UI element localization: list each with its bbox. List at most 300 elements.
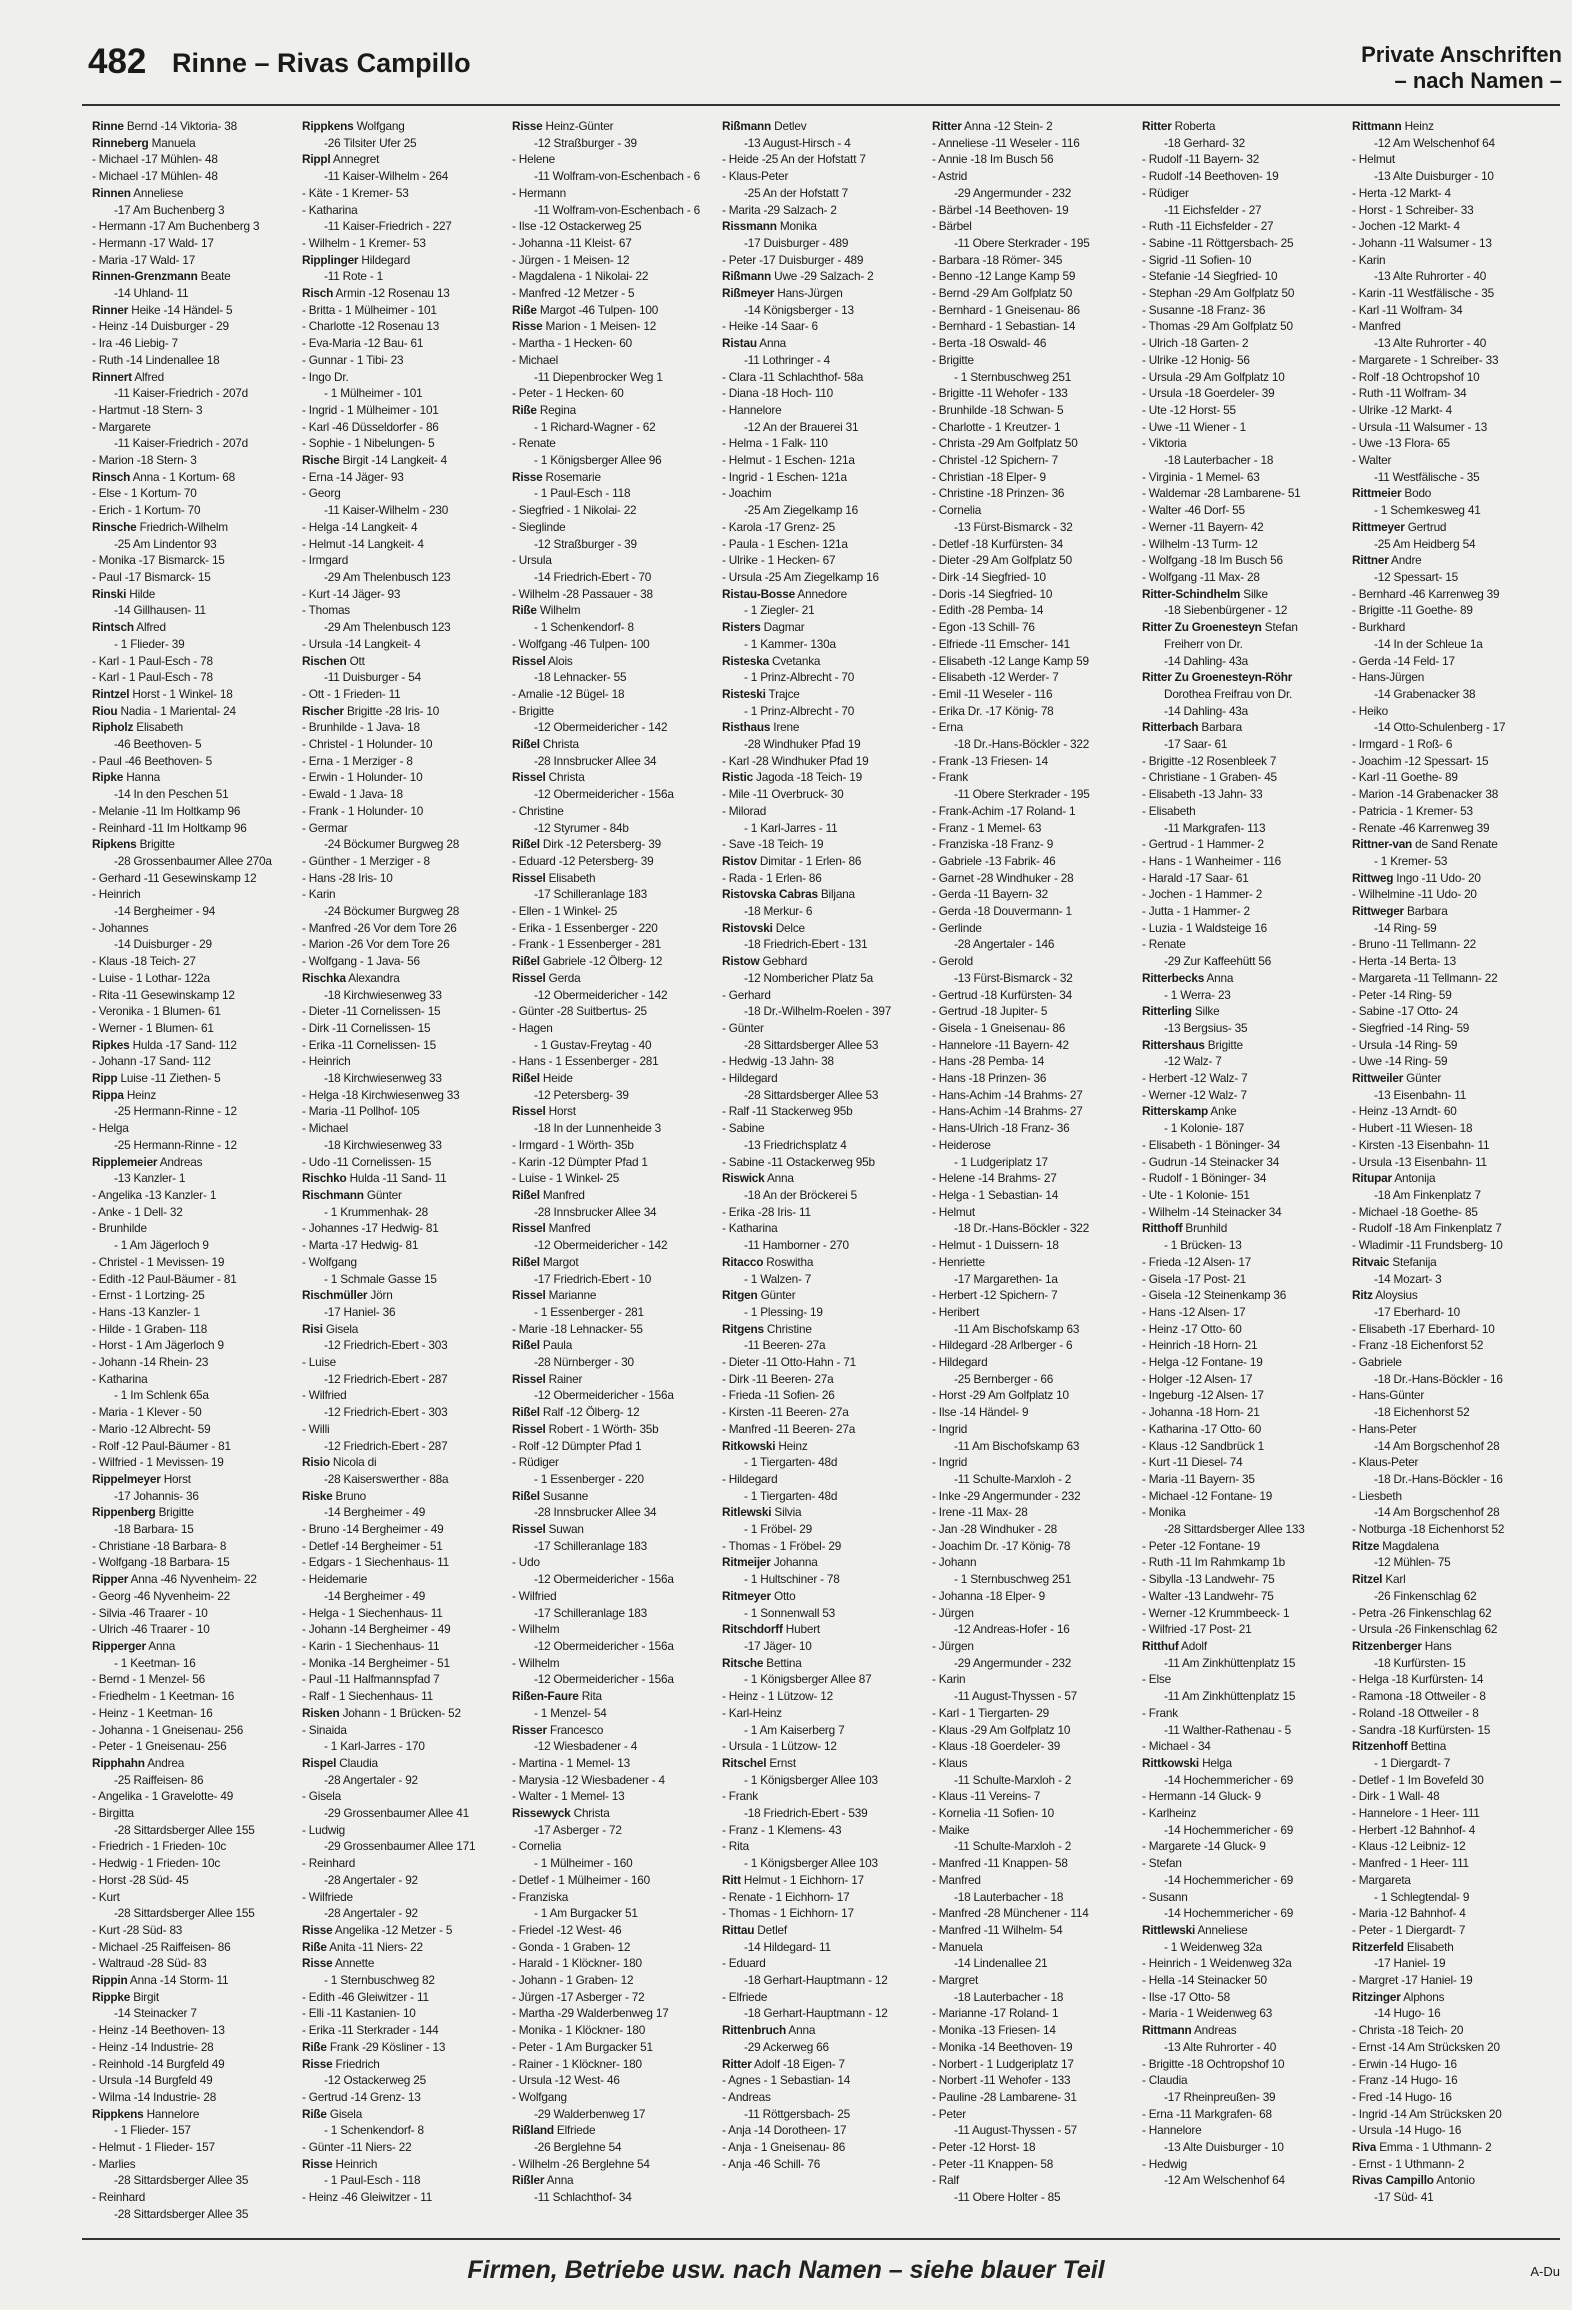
directory-entry: - Cornelia — [932, 503, 982, 518]
directory-entry: Ritthuf Adolf — [1142, 1638, 1207, 1653]
directory-entry: - Hildegard — [722, 1071, 778, 1086]
directory-entry: Riße Frank -29 Kösliner - 13 — [302, 2039, 446, 2054]
directory-entry: - Wilhelmine -11 Udo- 20 — [1352, 887, 1477, 902]
directory-entry: - Ingrid - 1 Eschen- 121a — [722, 469, 847, 484]
directory-entry: -12 Straßburger - 39 — [534, 135, 637, 150]
directory-entry: - Käte - 1 Kremer- 53 — [302, 185, 409, 200]
directory-entry: - Sabine — [722, 1121, 765, 1136]
directory-entry: - Helga - 1 Siechenhaus- 11 — [302, 1605, 443, 1620]
directory-entry: - Karl -11 Wolfram- 34 — [1352, 302, 1463, 317]
directory-entry: Ritkowski Heinz — [722, 1438, 808, 1453]
directory-entry: -18 Friedrich-Ebert - 131 — [744, 937, 868, 952]
directory-entry: - Frank — [722, 1789, 758, 1804]
directory-entry: - Benno -12 Lange Kamp 59 — [932, 269, 1076, 284]
directory-entry: Ritgens Christine — [722, 1321, 812, 1336]
directory-entry: -29 Ackerweg 66 — [744, 2039, 829, 2054]
directory-entry: - Marion -14 Grabenacker 38 — [1352, 787, 1499, 802]
directory-entry: - Klaus -12 Leibniz- 12 — [1352, 1839, 1466, 1854]
directory-entry: Ristovski Delce — [722, 920, 805, 935]
directory-entry: - Norbert - 1 Ludgeriplatz 17 — [932, 2056, 1074, 2071]
directory-entry: Rißmann Uwe -29 Salzach- 2 — [722, 269, 874, 284]
directory-entry: Ripke Hanna — [92, 770, 160, 785]
directory-entry: - Detlef -18 Kurfürsten- 34 — [932, 536, 1063, 551]
directory-entry: - Klaus -12 Sandbrück 1 — [1142, 1438, 1264, 1453]
directory-entry: - Monika -13 Friesen- 14 — [932, 2023, 1056, 2038]
directory-entry: - Gisela — [302, 1789, 342, 1804]
directory-entry: - Johanna -11 Kleist- 67 — [512, 235, 632, 250]
directory-entry: - Michael - 34 — [1142, 1739, 1211, 1754]
directory-entry: - Christel - 1 Holunder- 10 — [302, 737, 433, 752]
directory-entry: - Klaus -29 Am Golfplatz 10 — [932, 1722, 1071, 1737]
directory-entry: - Paul -11 Halfmannspfad 7 — [302, 1672, 440, 1687]
directory-entry: - Walter -13 Landwehr- 75 — [1142, 1588, 1274, 1603]
directory-entry: -11 Schlachthof- 34 — [534, 2190, 632, 2205]
directory-entry: -18 Dr.-Hans-Böckler - 322 — [954, 1221, 1090, 1236]
directory-entry: -12 Friedrich-Ebert - 303 — [324, 1338, 448, 1353]
directory-entry: - Uwe -11 Wiener - 1 — [1142, 419, 1246, 434]
directory-entry: Rischen Ott — [302, 653, 365, 668]
directory-entry: Rissel Manfred — [512, 1221, 591, 1236]
directory-entry: - Manfred -28 Münchener - 114 — [932, 1906, 1089, 1921]
directory-entry: -14 Am Borgschenhof 28 — [1374, 1505, 1500, 1520]
directory-entry: -12 Styrumer - 84b — [534, 820, 629, 835]
directory-entry: - Marion -26 Vor dem Tore 26 — [302, 937, 450, 952]
directory-entry: - Emil -11 Weseler - 116 — [932, 686, 1053, 701]
directory-entry: - Horst -29 Am Golfplatz 10 — [932, 1388, 1069, 1403]
directory-entry: - 1 Kremer- 53 — [1374, 853, 1448, 868]
directory-entry: -12 Obermeidericher - 142 — [534, 1238, 668, 1253]
directory-entry: -18 Eichenhorst 52 — [1374, 1405, 1470, 1420]
directory-entry: - Bernhard - 1 Gneisenau- 86 — [932, 302, 1080, 317]
directory-entry: - Cornelia — [512, 1839, 562, 1854]
directory-entry: -14 Uhland- 11 — [114, 286, 189, 301]
directory-entry: -26 Berglehne 54 — [534, 2140, 622, 2155]
directory-entry: Rippkens Wolfgang — [302, 119, 405, 133]
directory-entry: - Erich - 1 Kortum- 70 — [92, 503, 201, 518]
directory-entry: Rittweger Barbara — [1352, 904, 1448, 919]
directory-entry: -25 Am Ziegelkamp 16 — [744, 503, 859, 518]
directory-entry: - Uwe -13 Flora- 65 — [1352, 436, 1450, 451]
directory-entry: - Hubert -11 Wiesen- 18 — [1352, 1121, 1473, 1136]
directory-entry: - 1 Gustav-Freytag - 40 — [534, 1037, 652, 1052]
directory-entry: - Karin - 1 Siechenhaus- 11 — [302, 1638, 440, 1653]
directory-entry: - Roland -18 Ottweiler - 8 — [1352, 1705, 1479, 1720]
directory-entry: - Wilfriede — [302, 1889, 353, 1904]
directory-entry: - 1 Paul-Esch - 118 — [324, 2173, 421, 2188]
directory-entry: -28 Windhuker Pfad 19 — [744, 737, 861, 752]
directory-entry: Rißmann Detlev — [722, 119, 807, 133]
directory-entry: - Gunnar - 1 Tibi- 23 — [302, 352, 404, 367]
directory-entry: -25 Am Lindentor 93 — [114, 536, 217, 551]
directory-entry: - Irmgard - 1 Roß- 6 — [1352, 737, 1453, 752]
directory-entry: - Heinz - 1 Lützow- 12 — [722, 1689, 833, 1704]
directory-entry: - Marita -29 Salzach- 2 — [722, 202, 837, 217]
directory-entry: - 1 Schenkendorf- 8 — [534, 620, 634, 635]
directory-entry: - Erwin -14 Hugo- 16 — [1352, 2056, 1457, 2071]
directory-entry: - Ursula -29 Am Golfplatz 10 — [1142, 369, 1285, 384]
directory-entry: - Bernd - 1 Menzel- 56 — [92, 1672, 205, 1687]
directory-entry: - Rudolf -11 Bayern- 32 — [1142, 152, 1260, 167]
directory-entry: - Waltraud -28 Süd- 83 — [92, 1956, 207, 1971]
directory-entry: Ripplinger Hildegard — [302, 252, 411, 267]
directory-entry: - Hedwig - 1 Frieden- 10c — [92, 1856, 221, 1871]
directory-entry: - Wladimir -11 Frundsberg- 10 — [1352, 1238, 1503, 1253]
directory-entry: -24 Böckumer Burgweg 28 — [324, 904, 460, 919]
directory-entry: Ritter Roberta — [1142, 119, 1216, 133]
directory-entry: - Ilse -14 Händel- 9 — [932, 1405, 1029, 1420]
directory-entry: - Ursula -25 Am Ziegelkamp 16 — [722, 569, 879, 584]
directory-entry: - 1 Am Kaiserberg 7 — [744, 1722, 845, 1737]
directory-entry: - Ulrike -12 Honig- 56 — [1142, 352, 1250, 367]
directory-entry: - Ursula -18 Goerdeler- 39 — [1142, 386, 1275, 401]
directory-entry: Ristow Gebhard — [722, 954, 808, 969]
directory-entry: -28 Nürnberger - 30 — [534, 1355, 634, 1370]
directory-entry: Ristau-Bosse Annedore — [722, 586, 847, 601]
directory-entry: - Franziska — [512, 1889, 569, 1904]
directory-entry: Rinne Bernd -14 Viktoria- 38 — [92, 119, 237, 133]
directory-entry: -13 Kanzler- 1 — [114, 1171, 186, 1186]
directory-entry: - Doris -14 Siegfried- 10 — [932, 586, 1053, 601]
directory-entry: - Ulrike -12 Markt- 4 — [1352, 402, 1453, 417]
directory-entry: -11 Duisburger - 54 — [324, 670, 421, 685]
directory-entry: Dorothea Freifrau von Dr. — [1164, 686, 1293, 701]
directory-entry: Rißel Margot — [512, 1254, 579, 1269]
directory-entry: - Christa -29 Am Golfplatz 50 — [932, 436, 1078, 451]
directory-entry: - Johanna -18 Elper- 9 — [932, 1588, 1045, 1603]
directory-entry: - Pauline -28 Lambarene- 31 — [932, 2089, 1077, 2104]
directory-entry: - Hans-Günter — [1352, 1388, 1425, 1403]
directory-entry: -18 Lauterbacher - 18 — [954, 1989, 1064, 2004]
directory-column-1 — [92, 118, 297, 2221]
directory-entry: - Marysia -12 Wiesbadener - 4 — [512, 1772, 665, 1787]
directory-entry: Rischer Brigitte -28 Iris- 10 — [302, 703, 440, 718]
directory-entry: -18 Gerhart-Hauptmann - 12 — [744, 2006, 888, 2021]
directory-entry: - Hartmut -18 Stern- 3 — [92, 402, 203, 417]
directory-entry: - Hagen — [512, 1020, 553, 1035]
directory-entry: Rissel Rainer — [512, 1371, 583, 1386]
directory-entry: - Elisabeth — [1142, 803, 1196, 818]
directory-entry: - Heinz -13 Arndt- 60 — [1352, 1104, 1457, 1119]
directory-entry: - Ursula -14 Langkeit- 4 — [302, 636, 421, 651]
directory-entry: - Heribert — [932, 1304, 980, 1319]
directory-entry: - Erika Dr. -17 König- 78 — [932, 703, 1054, 718]
directory-entry: Rinner Heike -14 Händel- 5 — [92, 302, 233, 317]
directory-entry: -18 Merkur- 6 — [744, 904, 813, 919]
directory-entry: -12 Am Welschenhof 64 — [1164, 2173, 1285, 2188]
directory-entry: -11 Am Bischofskamp 63 — [954, 1438, 1080, 1453]
directory-entry: - Waldemar -28 Lambarene- 51 — [1142, 486, 1301, 501]
directory-entry: - Renate — [1142, 937, 1186, 952]
directory-entry: Risse Heinrich — [302, 2156, 378, 2171]
directory-entry: - Luise — [302, 1355, 337, 1370]
directory-entry: - 1 Keetman- 16 — [114, 1655, 196, 1670]
directory-entry: -18 In der Lunnenheide 3 — [534, 1121, 662, 1136]
directory-entry: - Monika — [1142, 1505, 1186, 1520]
directory-entry: -11 Schulte-Marxloh - 2 — [954, 1471, 1072, 1486]
directory-entry: -11 Am Zinkhüttenplatz 15 — [1164, 1655, 1296, 1670]
directory-entry: -13 Alte Ruhrorter - 40 — [1374, 269, 1487, 284]
directory-entry: -18 Kirchwiesenweg 33 — [324, 1137, 442, 1152]
directory-entry: - Irmgard — [302, 553, 349, 568]
directory-entry: Rinnen Anneliese — [92, 185, 184, 200]
directory-entry: Rissel Suwan — [512, 1522, 584, 1537]
directory-entry: - Hermann -14 Gluck- 9 — [1142, 1789, 1261, 1804]
directory-entry: - Frank-Achim -17 Roland- 1 — [932, 803, 1076, 818]
directory-column-2 — [302, 118, 507, 2208]
directory-entry: - 1 Plessing- 19 — [744, 1304, 823, 1319]
directory-entry: - Erna — [932, 720, 963, 735]
directory-entry: - Gerda -14 Feld- 17 — [1352, 653, 1455, 668]
directory-entry: - Diana -18 Hoch- 110 — [722, 386, 833, 401]
directory-entry: - Johanna - 1 Gneisenau- 256 — [92, 1722, 244, 1737]
directory-entry: Risser Francesco — [512, 1722, 604, 1737]
directory-entry: - Helga -18 Kurfürsten- 14 — [1352, 1672, 1484, 1687]
directory-entry: - Rüdiger — [1142, 185, 1189, 200]
directory-entry: - Erna -11 Markgrafen- 68 — [1142, 2106, 1272, 2121]
directory-entry: - Hans-Jürgen — [1352, 670, 1425, 685]
directory-entry: Rissel Marianne — [512, 1288, 597, 1303]
directory-entry: - Rada - 1 Erlen- 86 — [722, 870, 822, 885]
directory-entry: - Frank — [932, 770, 968, 785]
directory-entry: Rissel Horst — [512, 1104, 576, 1119]
directory-entry: - Brunhilde - 1 Java- 18 — [302, 720, 420, 735]
directory-entry: - Hans -28 Pemba- 14 — [932, 1054, 1045, 1069]
directory-entry: -14 Lindenallee 21 — [954, 1956, 1048, 1971]
directory-entry: - 1 Diergardt- 7 — [1374, 1755, 1451, 1770]
directory-entry: - 1 Im Schlenk 65a — [114, 1388, 209, 1403]
directory-entry: - Siegfried -14 Ring- 59 — [1352, 1020, 1470, 1035]
directory-entry: Rinsche Friedrich-Wilhelm — [92, 519, 228, 534]
directory-entry: -11 Eichsfelder - 27 — [1164, 202, 1262, 217]
directory-entry: -11 August-Thyssen - 57 — [954, 2123, 1078, 2138]
directory-entry: - Thomas - 1 Eichhorn- 17 — [722, 1906, 854, 1921]
directory-entry: - Hannelore — [722, 402, 782, 417]
directory-entry: - Irmgard - 1 Wörth- 35b — [512, 1137, 634, 1152]
directory-entry: - Ingrid - 1 Mülheimer - 101 — [302, 402, 439, 417]
directory-entry: -18 Kirchwiesenweg 33 — [324, 1071, 442, 1086]
directory-entry: - Walter — [1352, 453, 1392, 468]
directory-entry: - Michael — [302, 1121, 349, 1136]
directory-entry: Ritter-Schindhelm Silke — [1142, 586, 1268, 601]
directory-entry: - Renate - 1 Eichhorn- 17 — [722, 1889, 850, 1904]
directory-entry: - Anke - 1 Dell- 32 — [92, 1204, 183, 1219]
directory-entry: - Wilhelm — [512, 1655, 560, 1670]
directory-entry: -18 Dr.-Hans-Böckler - 16 — [1374, 1471, 1503, 1486]
directory-entry: - Frank -13 Friesen- 14 — [932, 753, 1049, 768]
directory-entry: -14 Dahling- 43a — [1164, 653, 1249, 668]
directory-entry: - Ernst - 1 Uthmann- 2 — [1352, 2156, 1465, 2171]
directory-entry: - Silvia -46 Traarer - 10 — [92, 1605, 208, 1620]
directory-entry: -17 Am Buchenberg 3 — [114, 202, 225, 217]
directory-entry: Ritzenberger Hans — [1352, 1638, 1452, 1653]
directory-entry: - Stefan — [1142, 1856, 1182, 1871]
directory-entry: Ritgen Günter — [722, 1288, 796, 1303]
directory-entry: - Wilhelm - 1 Kremer- 53 — [302, 235, 426, 250]
directory-entry: - Maria - 1 Klever - 50 — [92, 1405, 202, 1420]
directory-entry: - Marie -18 Lehnacker- 55 — [512, 1321, 643, 1336]
directory-entry: - Barbara -18 Römer- 345 — [932, 252, 1063, 267]
directory-entry: - 1 Tiergarten- 48d — [744, 1455, 838, 1470]
directory-entry: - Heinrich - 1 Weidenweg 32a — [1142, 1956, 1292, 1971]
directory-entry: - 1 Königsberger Allee 103 — [744, 1856, 878, 1871]
directory-entry: -12 Mühlen- 75 — [1374, 1555, 1451, 1570]
directory-entry: Ritzerfeld Elisabeth — [1352, 1939, 1454, 1954]
directory-entry: - Birgitta — [92, 1806, 134, 1821]
directory-entry: -13 August-Hirsch - 4 — [744, 135, 851, 150]
directory-entry: - Karl -46 Düsseldorfer - 86 — [302, 419, 439, 434]
directory-columns — [92, 118, 1562, 2221]
directory-entry: -12 Wiesbadener - 4 — [534, 1739, 638, 1754]
directory-entry: - Inke -29 Angermunder - 232 — [932, 1488, 1081, 1503]
directory-entry: -12 Walz- 7 — [1164, 1054, 1222, 1069]
directory-entry: -28 Angertaler - 146 — [954, 937, 1055, 952]
directory-entry: - Holger -12 Alsen- 17 — [1142, 1371, 1253, 1386]
directory-entry: Ritlewski Silvia — [722, 1505, 802, 1520]
directory-entry: -14 Ring- 59 — [1374, 920, 1437, 935]
directory-entry: - Horst - 1 Am Jägerloch 9 — [92, 1338, 224, 1353]
directory-entry: - 1 Karl-Jarres - 11 — [744, 820, 838, 835]
directory-entry: - Franziska -18 Franz- 9 — [932, 837, 1054, 852]
directory-entry: Rissel Alois — [512, 653, 573, 668]
directory-entry: - Elisabeth -13 Jahn- 33 — [1142, 787, 1263, 802]
directory-entry: - Heinrich — [302, 1054, 351, 1069]
directory-entry: -13 Alte Ruhrorter - 40 — [1374, 336, 1487, 351]
directory-entry: - Karin — [932, 1672, 966, 1687]
directory-entry: - Heike -14 Saar- 6 — [722, 319, 818, 334]
directory-entry: -12 Friedrich-Ebert - 287 — [324, 1438, 448, 1453]
directory-entry: -14 Königsberger - 13 — [744, 302, 854, 317]
directory-entry: - Klaus -18 Teich- 27 — [92, 954, 196, 969]
directory-entry: - Margarete - 1 Schreiber- 33 — [1352, 352, 1499, 367]
directory-entry: Riske Bruno — [302, 1488, 367, 1503]
directory-entry: Risteska Cvetanka — [722, 653, 821, 668]
directory-entry: - Ruth -11 Im Rahmkamp 1b — [1142, 1555, 1285, 1570]
directory-entry: -28 Angertaler - 92 — [324, 1772, 418, 1787]
directory-entry: - Johanna -18 Horn- 21 — [1142, 1405, 1260, 1420]
directory-entry: - Margareta — [1352, 1872, 1411, 1887]
directory-entry: - Reinhard — [302, 1856, 356, 1871]
directory-entry: - Burkhard — [1352, 620, 1406, 635]
directory-entry: - Edith -12 Paul-Bäumer - 81 — [92, 1271, 237, 1286]
directory-entry: -11 Beeren- 27a — [744, 1338, 826, 1353]
directory-entry: - Hermann -17 Am Buchenberg 3 — [92, 219, 260, 234]
directory-entry: - Heide -25 An der Hofstatt 7 — [722, 152, 866, 167]
directory-entry: -12 Obermeidericher - 142 — [534, 720, 668, 735]
directory-entry: - Rüdiger — [512, 1455, 559, 1470]
directory-entry: - Gerold — [932, 954, 974, 969]
directory-entry: - Ute - 1 Kolonie- 151 — [1142, 1188, 1250, 1202]
directory-entry: - Susann — [1142, 1889, 1188, 1904]
directory-entry: - 1 Menzel- 54 — [534, 1705, 607, 1720]
directory-entry: - Helga -18 Kirchwiesenweg 33 — [302, 1087, 460, 1102]
footer-note: Firmen, Betriebe usw. nach Namen – siehe blauer Teil — [467, 2256, 1105, 2284]
directory-entry: - Detlef -14 Bergheimer - 51 — [302, 1538, 443, 1553]
directory-entry: - Helmut - 1 Flieder- 157 — [92, 2140, 215, 2155]
directory-entry: - Franz - 1 Memel- 63 — [932, 820, 1042, 835]
directory-entry: - Peter - 1 Gneisenau- 256 — [92, 1739, 227, 1754]
directory-entry: - Clara -11 Schlachthof- 58a — [722, 369, 864, 384]
directory-entry: - Hildegard -28 Arlberger - 6 — [932, 1338, 1073, 1353]
directory-entry: - Wolfgang -18 Im Busch 56 — [1142, 553, 1283, 568]
directory-entry: Freiherr von Dr. — [1164, 636, 1243, 651]
directory-entry: - Peter - 1 Am Burgacker 51 — [512, 2039, 653, 2054]
directory-entry: - 1 Weidenweg 32a — [1164, 1939, 1263, 1954]
directory-entry: - Peter -14 Ring- 59 — [1352, 987, 1452, 1002]
directory-entry: -18 Kirchwiesenweg 33 — [324, 987, 442, 1002]
directory-entry: Risch Armin -12 Rosenau 13 — [302, 286, 450, 301]
directory-entry: - Wolfgang — [302, 1254, 357, 1269]
directory-entry: -14 Hugo- 16 — [1374, 2006, 1441, 2021]
directory-entry: -11 Schulte-Marxloh - 2 — [954, 1839, 1072, 1854]
directory-entry: - Klaus -18 Goerdeler- 39 — [932, 1739, 1061, 1754]
directory-entry: - Luzia - 1 Waldsteige 16 — [1142, 920, 1268, 935]
directory-entry: -18 Gerhard- 32 — [1164, 135, 1245, 150]
directory-entry: - Friedhelm - 1 Keetman- 16 — [92, 1689, 235, 1704]
directory-entry: Rischka Alexandra — [302, 970, 400, 985]
directory-entry: - Manfred -11 Knappen- 58 — [932, 1856, 1068, 1871]
directory-entry: -28 Sittardsberger Allee 35 — [114, 2206, 249, 2221]
directory-entry: - Maria -17 Wald- 17 — [92, 252, 196, 267]
directory-entry: -13 Eisenbahn- 11 — [1374, 1087, 1467, 1102]
directory-entry: - Christa -18 Teich- 20 — [1352, 2023, 1464, 2038]
directory-entry: - Rolf -18 Ochtropshof 10 — [1352, 369, 1480, 384]
directory-entry: Ritter Anna -12 Stein- 2 — [932, 119, 1053, 133]
directory-entry: - Heinrich -18 Horn- 21 — [1142, 1338, 1258, 1353]
directory-entry: -11 Kaiser-Wilhelm - 230 — [324, 503, 449, 518]
directory-entry: -14 Grabenacker 38 — [1374, 686, 1476, 701]
directory-entry: - Norbert -11 Wehofer - 133 — [932, 2073, 1071, 2088]
directory-entry: - Marion -18 Stern- 3 — [92, 453, 197, 468]
directory-entry: - Günter -28 Suitbertus- 25 — [512, 1004, 647, 1019]
directory-entry: - Hans -18 Prinzen- 36 — [932, 1071, 1047, 1086]
directory-entry: -11 Am Zinkhüttenplatz 15 — [1164, 1689, 1296, 1704]
directory-entry: - Horst -28 Süd- 45 — [92, 1872, 189, 1887]
directory-entry: - Hedwig -13 Jahn- 38 — [722, 1054, 834, 1069]
directory-entry: -14 Hochemmericher - 69 — [1164, 1872, 1294, 1887]
directory-entry: Riße Wilhelm — [512, 603, 581, 618]
directory-entry: - Herbert -12 Bahnhof- 4 — [1352, 1822, 1476, 1837]
directory-entry: - 1 Schenkendorf- 8 — [324, 2123, 424, 2138]
directory-entry: -11 Markgrafen- 113 — [1164, 820, 1266, 835]
directory-entry: - Hans -28 Iris- 10 — [302, 870, 393, 885]
directory-entry: - 1 Königsberger Allee 96 — [534, 453, 662, 468]
directory-entry: - Karl -11 Goethe- 89 — [1352, 770, 1458, 785]
directory-column-5 — [932, 118, 1137, 2208]
directory-entry: - Gabriele -13 Fabrik- 46 — [932, 853, 1056, 868]
directory-entry: -18 Gerhart-Hauptmann - 12 — [744, 1973, 888, 1988]
directory-entry: Ritterskamp Anke — [1142, 1104, 1237, 1119]
directory-entry: - Monika - 1 Klöckner- 180 — [512, 2023, 646, 2038]
directory-entry: -17 Haniel- 36 — [324, 1304, 396, 1319]
directory-entry: - Veronika - 1 Blumen- 61 — [92, 1004, 221, 1019]
directory-entry: Rißel Heide — [512, 1071, 573, 1086]
directory-entry: -24 Böckumer Burgweg 28 — [324, 837, 460, 852]
directory-entry: -12 Friedrich-Ebert - 287 — [324, 1371, 448, 1386]
directory-entry: - Heinz -14 Beethoven- 13 — [92, 2023, 225, 2038]
directory-entry: - Ursula -12 West- 46 — [512, 2073, 620, 2088]
directory-entry: -13 Alte Duisburger - 10 — [1374, 169, 1494, 184]
directory-entry: -14 Hildegard- 11 — [744, 1939, 831, 1954]
directory-entry: - Johann -14 Bergheimer - 49 — [302, 1622, 451, 1637]
directory-entry: - Gerhard — [722, 987, 771, 1002]
directory-entry: Risthaus Irene — [722, 720, 800, 735]
directory-entry: - Monika -14 Bergheimer - 51 — [302, 1655, 450, 1670]
directory-entry: - Irene -11 Max- 28 — [932, 1505, 1028, 1520]
directory-entry: -18 Lauterbacher - 18 — [954, 1889, 1064, 1904]
directory-entry: -12 Andreas-Hofer - 16 — [954, 1622, 1070, 1637]
directory-entry: - Jan -28 Windhuker - 28 — [932, 1522, 1058, 1537]
directory-entry: - Hannelore — [1142, 2123, 1202, 2138]
